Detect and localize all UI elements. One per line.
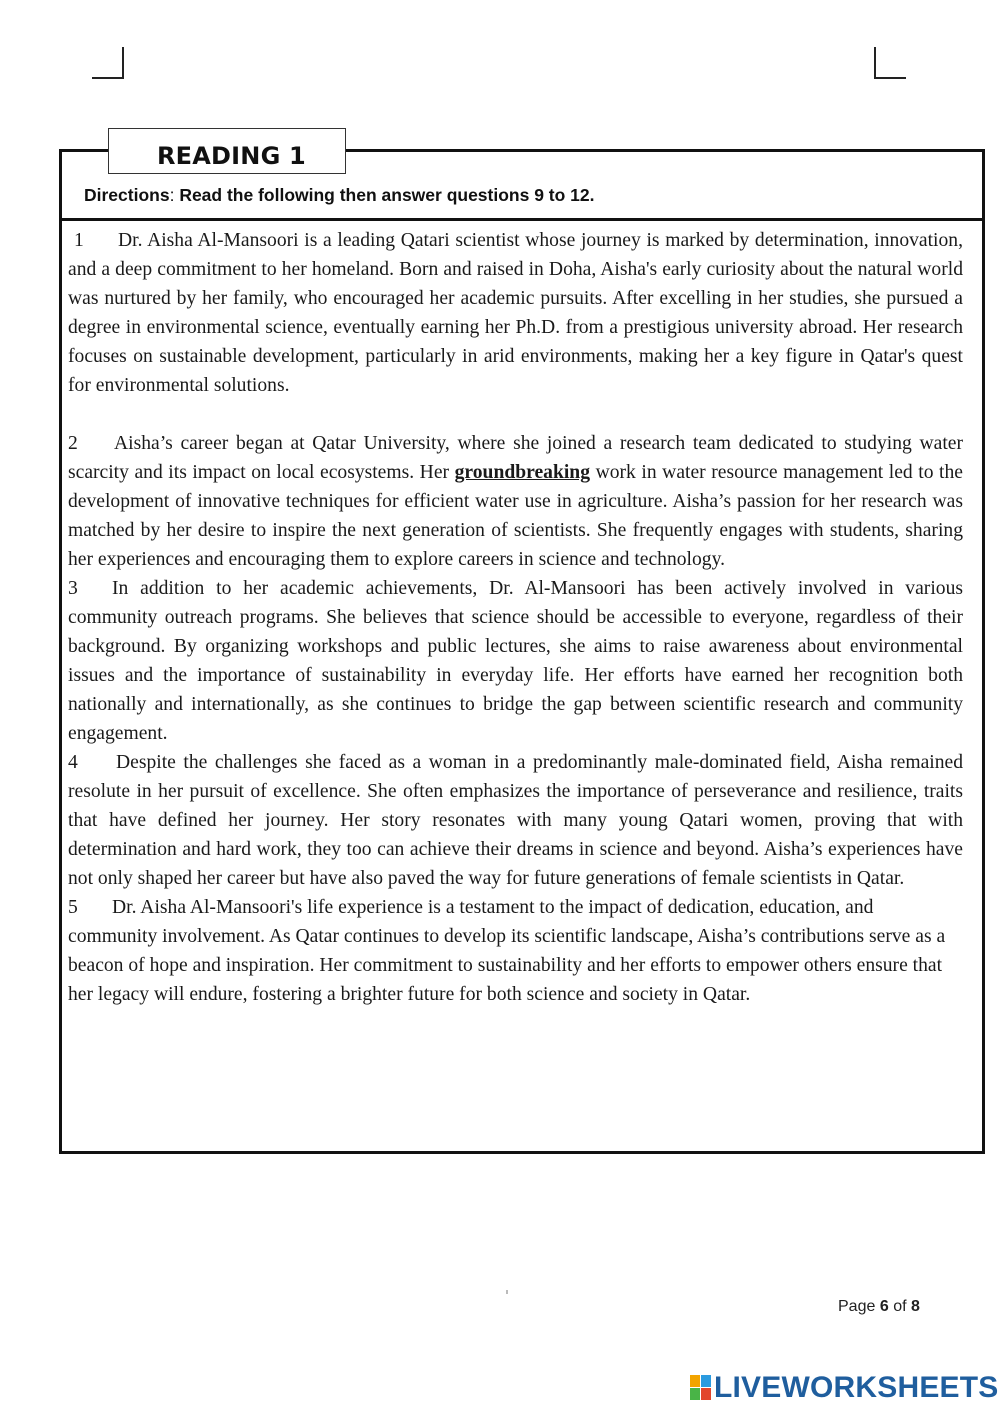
paragraph-text: Despite the challenges she faced as a woman in a predominantly male-dominated field, Aisha remained resolute in her pursuit of excellence. She often emphasizes the importance of perseverance and resilience, traits that have defined her journey. Her story resonates with many young Qatari women, proving that with determination and hard work, they too can achieve their dreams in science and beyond. Aisha’s experiences have not only shaped her career but have also paved the way for future generations of female scientists in Qatar. — [68, 752, 963, 889]
paragraph-number: 2 — [68, 433, 78, 454]
page-total: 8 — [910, 1298, 920, 1315]
paragraph-number: 5 — [68, 897, 78, 918]
directions-label: Directions — [84, 185, 170, 205]
page-current: 6 — [879, 1298, 889, 1315]
liveworksheets-brand[interactable] — [690, 1371, 999, 1405]
paragraph-3 — [68, 574, 963, 748]
paragraph-5 — [68, 893, 963, 1009]
scan-speck — [506, 1290, 508, 1294]
brand-name: LIVEWORKSHEETS — [714, 1371, 999, 1404]
crop-mark-top-right — [874, 47, 906, 79]
paragraph-text: Aisha’s career began at Qatar University, where she joined a research team dedicated to studying water scarcity and its impact on local ecosystems. Her — [68, 433, 963, 483]
reading-title: READING 1 — [108, 128, 346, 174]
liveworksheets-logo-icon — [690, 1375, 712, 1401]
paragraph-text: work in water resource management led to the development of innovative techniques for efficient water use in agriculture. Aisha’s passion for her research was matched by her desire to inspire the next generation of scientists. She frequently engages with students, sharing her experiences and encouraging them to explore careers in science and technology. — [68, 462, 963, 570]
page-number — [838, 1298, 920, 1316]
paragraph-2 — [68, 429, 963, 574]
paragraph-number: 1 — [74, 230, 84, 251]
paragraph-number: 4 — [68, 752, 78, 773]
paragraph-text: In addition to her academic achievements, Dr. Al-Mansoori has been actively involved in various community outreach programs. She believes that science should be accessible to everyone, regardless of their background. By organizing workshops and public lectures, she aims to raise awareness about environmental issues and the importance of sustainability in everyday life. Her efforts have earned her recognition both nationally and internationally, as she continues to bridge the gap between scientific research and community engagement. — [68, 578, 963, 744]
directions — [84, 185, 595, 206]
crop-mark-top-left — [92, 47, 124, 79]
paragraph-4 — [68, 748, 963, 893]
paragraph-text: Dr. Aisha Al-Mansoori is a leading Qatari scientist whose journey is marked by determination, innovation, and a deep commitment to her homeland. Born and raised in Doha, Aisha's early curiosity about the natural world was nurtured by her family, who encouraged her academic pursuits. After excelling in her studies, she pursued a degree in environmental science, eventually earning her Ph.D. from a prestigious university abroad. Her research focuses on sustainable development, particularly in arid environments, making her a key figure in Qatar's quest for environmental solutions. — [68, 230, 963, 396]
paragraph-1 — [68, 226, 963, 400]
paragraph-number: 3 — [68, 578, 78, 599]
page-of: of — [893, 1298, 907, 1315]
directions-colon: : — [169, 185, 180, 205]
paragraph-text: Dr. Aisha Al-Mansoori's life experience is a testament to the impact of dedication, education, and community involvement. As Qatar continues to develop its scientific landscape, Aisha’s contributions serve as a beacon of hope and inspiration. Her commitment to sustainability and her efforts to empower others ensure that her legacy will endure, fostering a brighter future for both science and society in Qatar. — [68, 897, 946, 1005]
passage — [68, 226, 963, 1009]
directions-text: Read the following then answer questions 9 to 12. — [179, 185, 595, 205]
page-word: Page — [838, 1298, 876, 1315]
vocabulary-keyword: groundbreaking — [454, 462, 591, 483]
